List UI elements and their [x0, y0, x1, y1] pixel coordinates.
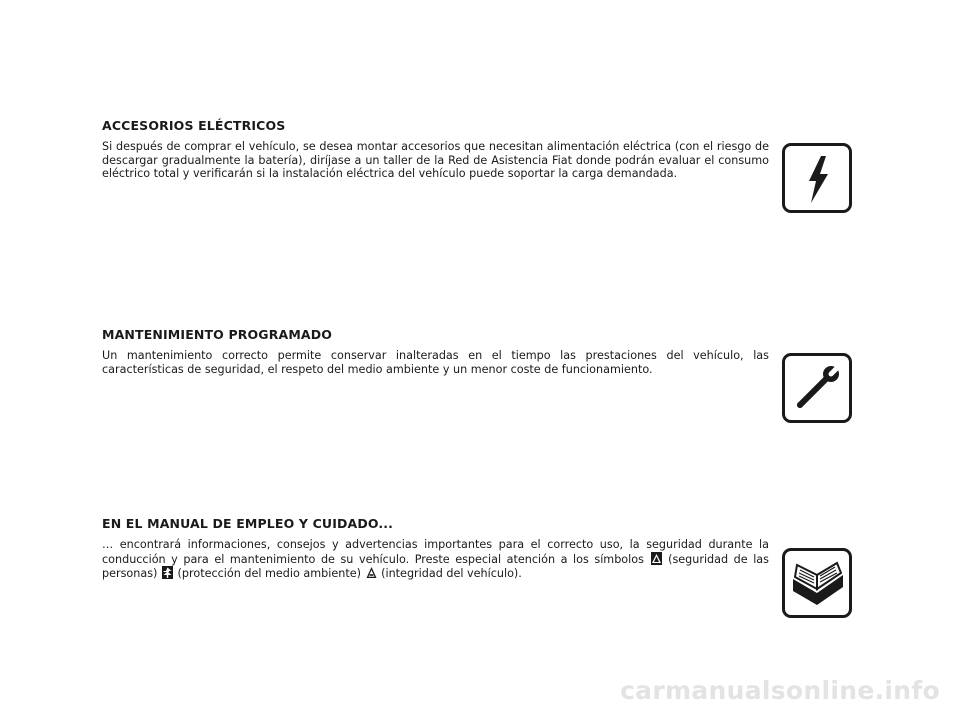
section-title: MANTENIMIENTO PROGRAMADO [102, 327, 333, 342]
text-part: (seguridad de las personas) [102, 552, 769, 581]
text-part: (protección del medio ambiente) [177, 567, 361, 581]
text-part: … encontrará informaciones, consejos y advertencias importantes para el correcto uso, la seguridad durante la conducción y para el mantenimiento de su vehículo. Preste especial atención a los símbolos [102, 538, 769, 566]
watermark: carmanualsonline.info [620, 676, 940, 705]
section-text: Un mantenimiento correcto permite conservar inalteradas en el tiempo las prestaciones del vehículo, las características de seguridad, el respeto del medio ambiente y un menor coste de funcionamiento. [102, 349, 769, 376]
wrench-icon [782, 353, 852, 423]
open-book-icon [782, 548, 852, 618]
section-text [102, 538, 769, 581]
section-text: Si después de comprar el vehículo, se desea montar accesorios que necesitan alimentación eléctrica (con el riesgo de descargar gradualmente la batería), diríjase a un taller de la Red de Asistencia Fiat donde podrán evaluar el consumo eléctrico total y verificarán si la instalación eléctrica del vehículo puede soportar la carga demandada. [102, 140, 769, 181]
section-title: ACCESORIOS ELÉCTRICOS [102, 118, 286, 133]
person-safety-icon [651, 552, 662, 565]
lightning-icon [782, 143, 852, 213]
environment-protection-icon [162, 566, 173, 579]
section-title: EN EL MANUAL DE EMPLEO Y CUIDADO... [102, 516, 394, 531]
vehicle-integrity-icon [366, 566, 377, 579]
section-manual-use-care [102, 516, 769, 581]
section-electrical-accessories [102, 118, 769, 181]
section-scheduled-maintenance [102, 327, 769, 376]
text-part: (integridad del vehículo). [381, 567, 522, 581]
